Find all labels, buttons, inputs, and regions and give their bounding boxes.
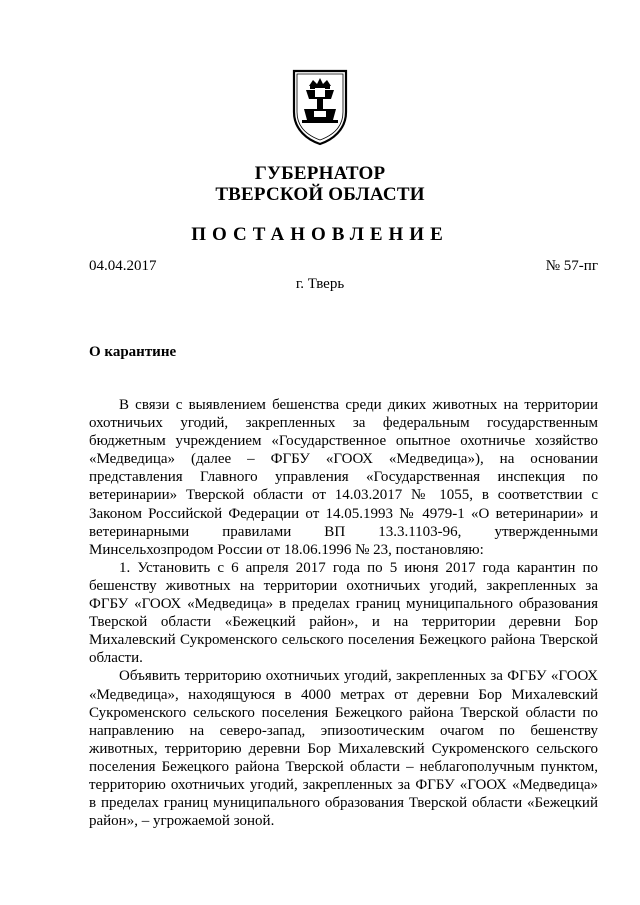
document-date: 04.04.2017: [89, 258, 157, 274]
document-body: [89, 396, 598, 830]
issuer-title-line2: ТВЕРСКОЙ ОБЛАСТИ: [215, 184, 425, 205]
tver-coat-of-arms-icon: [290, 68, 350, 146]
document-city: г. Тверь: [295, 276, 345, 292]
body-paragraph: Объявить территорию охотничьих угодий, закрепленных за ФГБУ «ГООХ «Медведица», находящуюся в 4000 метрах от деревни Бор Михалевский Сукроменского сельского поселения Бежецкого района Тверской области по направлению на северо-запад, эпизоотическим очагом по бешенству животных, территорию деревни Бор Михалевский Сукроменского сельского поселения Бежецкого района Тверской области – неблагополучным пунктом, территорию охотничьих угодий, закрепленных за ФГБУ «ГООХ «Медведица» в пределах границ муниципального образования Тверской области «Бежецкий район», – угрожаемой зоной.: [89, 668, 598, 830]
body-paragraph: 1. Установить с 6 апреля 2017 года по 5 июня 2017 года карантин по бешенству животных на территории охотничьих угодий, закрепленных за ФГБУ «ГООХ «Медведица» в пределах границ муниципального образования Тверской области «Бежецкий район», и на территории деревни Бор Михалевский Сукроменского сельского поселения Бежецкого района Тверской области.: [89, 559, 598, 667]
body-paragraph: В связи с выявлением бешенства среди диких животных на территории охотничьих угодий, закрепленных за федеральным государственным бюджетным учреждением «Государственное опытное охотничье хозяйство «Медведица» (далее – ФГБУ «ГООХ «Медведица»), на основании представления Главного управления «Государственная инспекция по ветеринарии» Тверской области от 14.03.2017 № 1055, в соответствии с Законом Российской Федерации от 14.05.1993 № 4979-1 «О ветеринарии» и ветеринарными правилами ВП 13.3.1103-96, утвержденными Минсельхозпродом России от 18.06.1996 № 23, постановляю:: [89, 397, 598, 558]
document-type: ПОСТАНОВЛЕНИЕ: [191, 224, 449, 245]
document-number: № 57-пг: [545, 258, 598, 274]
document-subject: О карантине: [89, 344, 177, 360]
issuer-title-line1: ГУБЕРНАТОР: [254, 163, 386, 184]
